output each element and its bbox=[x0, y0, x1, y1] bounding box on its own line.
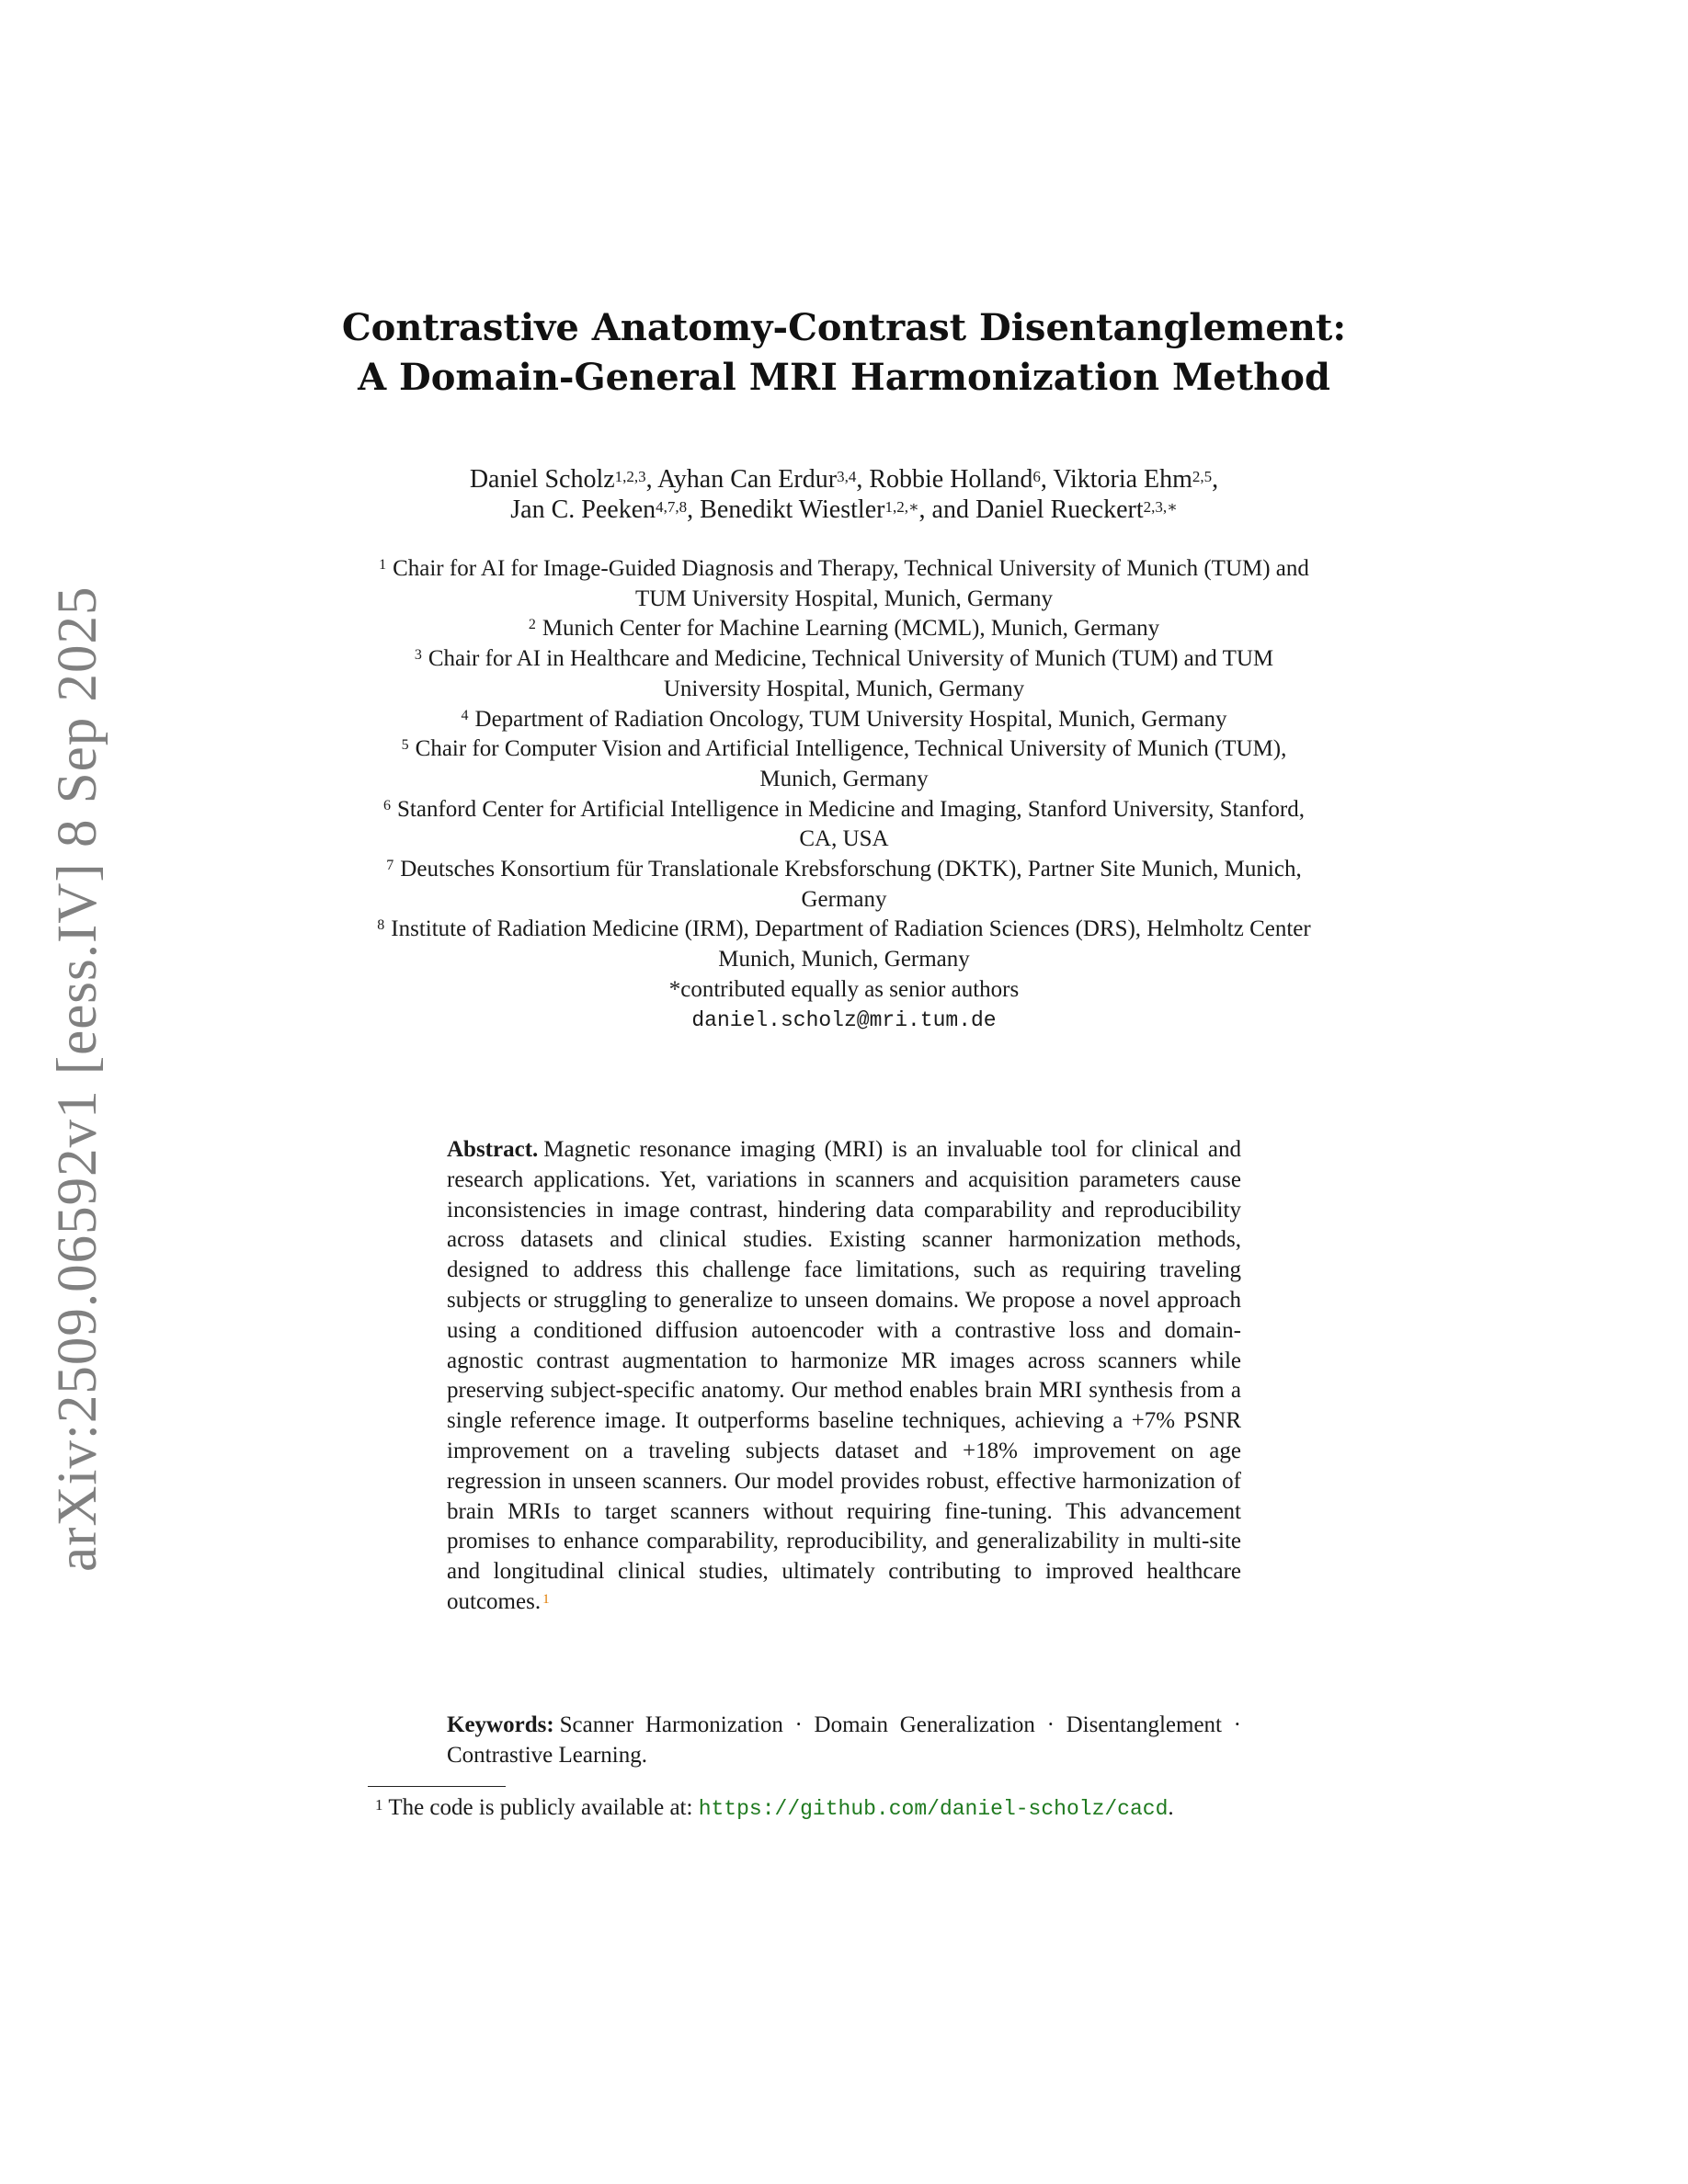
author-line-2 bbox=[0, 495, 1688, 525]
affiliation-number: 7 bbox=[386, 858, 394, 874]
abstract bbox=[447, 1135, 1241, 1618]
author-affil-sup: 1,2,3 bbox=[614, 468, 646, 485]
author-sep: , bbox=[645, 465, 658, 494]
title-line-1: Contrastive Anatomy-Contrast Disentanglement: bbox=[341, 306, 1347, 349]
author-affil-sup: 1,2,∗ bbox=[884, 498, 919, 516]
affiliation-text: Munich Center for Machine Learning (MCML), Munich, Germany bbox=[542, 616, 1160, 642]
keywords-label: Keywords: bbox=[447, 1712, 554, 1737]
title-line-2: A Domain-General MRI Harmonization Method bbox=[358, 356, 1330, 399]
affiliation-text: Deutsches Konsortium für Translationale Krebsforschung (DKTK), Partner Site Munich, Munich, Germany bbox=[400, 857, 1302, 912]
affiliation-number: 5 bbox=[401, 737, 409, 754]
code-repository-link[interactable]: https://github.com/daniel-scholz/cacd bbox=[698, 1797, 1169, 1821]
footnote-number: 1 bbox=[375, 1796, 383, 1814]
author-name: and Daniel Rueckert bbox=[931, 495, 1144, 524]
author-list bbox=[0, 464, 1688, 525]
affiliation-item bbox=[368, 855, 1320, 915]
contribution-note: *contributed equally as senior authors bbox=[668, 976, 1020, 1002]
author-affil-sup: 2,5 bbox=[1192, 468, 1213, 485]
author-name: Jan C. Peeken bbox=[510, 495, 656, 524]
author-affil-sup: 4,7,8 bbox=[656, 498, 688, 516]
affiliation-number: 6 bbox=[383, 797, 391, 813]
footnote-end: . bbox=[1168, 1795, 1174, 1820]
author-affil-sup: 3,4 bbox=[837, 468, 857, 485]
author-line-1 bbox=[0, 464, 1688, 495]
arxiv-identifier-stamp: arXiv:2509.06592v1 [eess.IV] 8 Sep 2025 bbox=[47, 586, 108, 1572]
author-sep: , bbox=[1212, 465, 1219, 494]
affiliation-item bbox=[368, 795, 1320, 855]
affiliation-item bbox=[368, 644, 1320, 704]
keywords-text: Scanner Harmonization · Domain Generalization · Disentanglement · Contrastive Learning. bbox=[447, 1712, 1241, 1768]
affiliation-number: 4 bbox=[461, 707, 469, 723]
affiliation-text: Institute of Radiation Medicine (IRM), Department of Radiation Sciences (DRS), Helmholtz Center Munich, Munich, Germany bbox=[391, 916, 1311, 973]
author-sep: , bbox=[856, 465, 870, 494]
footnote-text: The code is publicly available at: bbox=[388, 1795, 699, 1820]
author-sep: , bbox=[1040, 465, 1054, 494]
affiliation-item bbox=[368, 705, 1320, 735]
author-name: Viktoria Ehm bbox=[1053, 465, 1192, 494]
affiliation-text: Chair for Computer Vision and Artificial Intelligence, Technical University of Munich (TUM), Munich, Germany bbox=[415, 736, 1287, 791]
footnote-divider bbox=[368, 1786, 506, 1787]
paper-title bbox=[0, 303, 1688, 403]
author-affil-sup: 2,3,∗ bbox=[1143, 498, 1178, 516]
contact-email[interactable]: daniel.scholz@mri.tum.de bbox=[691, 1007, 997, 1032]
affiliation-text: Stanford Center for Artificial Intelligence in Medicine and Imaging, Stanford University, Stanford, CA, USA bbox=[397, 796, 1305, 852]
abstract-label: Abstract. bbox=[447, 1137, 539, 1162]
footnote bbox=[375, 1792, 1322, 1825]
author-affil-sup: 6 bbox=[1032, 468, 1041, 485]
affiliation-item bbox=[368, 554, 1320, 614]
affiliation-text: Department of Radiation Oncology, TUM University Hospital, Munich, Germany bbox=[474, 706, 1227, 732]
affiliation-number: 8 bbox=[377, 917, 385, 934]
author-name: Robbie Holland bbox=[869, 465, 1033, 494]
author-name: Ayhan Can Erdur bbox=[657, 465, 838, 494]
author-name: Benedikt Wiestler bbox=[700, 495, 885, 524]
author-sep: , bbox=[687, 495, 701, 524]
affiliation-text: Chair for AI for Image-Guided Diagnosis and Therapy, Technical University of Munich (TUM) and TUM University Hospital, Munich, Germany bbox=[393, 556, 1309, 611]
affiliation-list bbox=[368, 554, 1320, 1035]
affiliation-item bbox=[368, 734, 1320, 794]
author-sep: , bbox=[918, 495, 932, 524]
footnote-marker[interactable]: 1 bbox=[542, 1591, 550, 1607]
affiliation-number: 2 bbox=[528, 617, 536, 633]
affiliation-item bbox=[368, 915, 1320, 974]
affiliation-item bbox=[368, 614, 1320, 644]
affiliation-number: 1 bbox=[379, 557, 387, 573]
affiliation-text: Chair for AI in Healthcare and Medicine, Technical University of Munich (TUM) and TUM University Hospital, Munich, Germany bbox=[428, 646, 1274, 701]
keywords bbox=[447, 1710, 1241, 1770]
abstract-text: Magnetic resonance imaging (MRI) is an invaluable tool for clinical and research applications. Yet, variations in scanners and acquisition parameters cause inconsistencies in image contrast, hindering data comparability and reproducibility across datasets and clinical studies. Existing scanner harmonization methods, designed to address this challenge face limitations, such as requiring traveling subjects or struggling to generalize to unseen domains. We propose a novel approach using a conditioned diffusion autoencoder with a contrastive loss and domain-agnostic contrast augmentation to harmonize MR images across scanners while preserving subject-specific anatomy. Our method enables brain MRI synthesis from a single reference image. It outperforms baseline techniques, achieving a +7% PSNR improvement on a traveling subjects dataset and +18% improvement on age regression in unseen scanners. Our model provides robust, effective harmonization of brain MRIs to target scanners without requiring fine-tuning. This advancement promises to enhance comparability, reproducibility, and generalizability in multi-site and longitudinal clinical studies, ultimately contributing to improved healthcare outcomes. bbox=[447, 1137, 1241, 1614]
affiliation-number: 3 bbox=[414, 647, 422, 664]
author-name: Daniel Scholz bbox=[469, 465, 615, 494]
